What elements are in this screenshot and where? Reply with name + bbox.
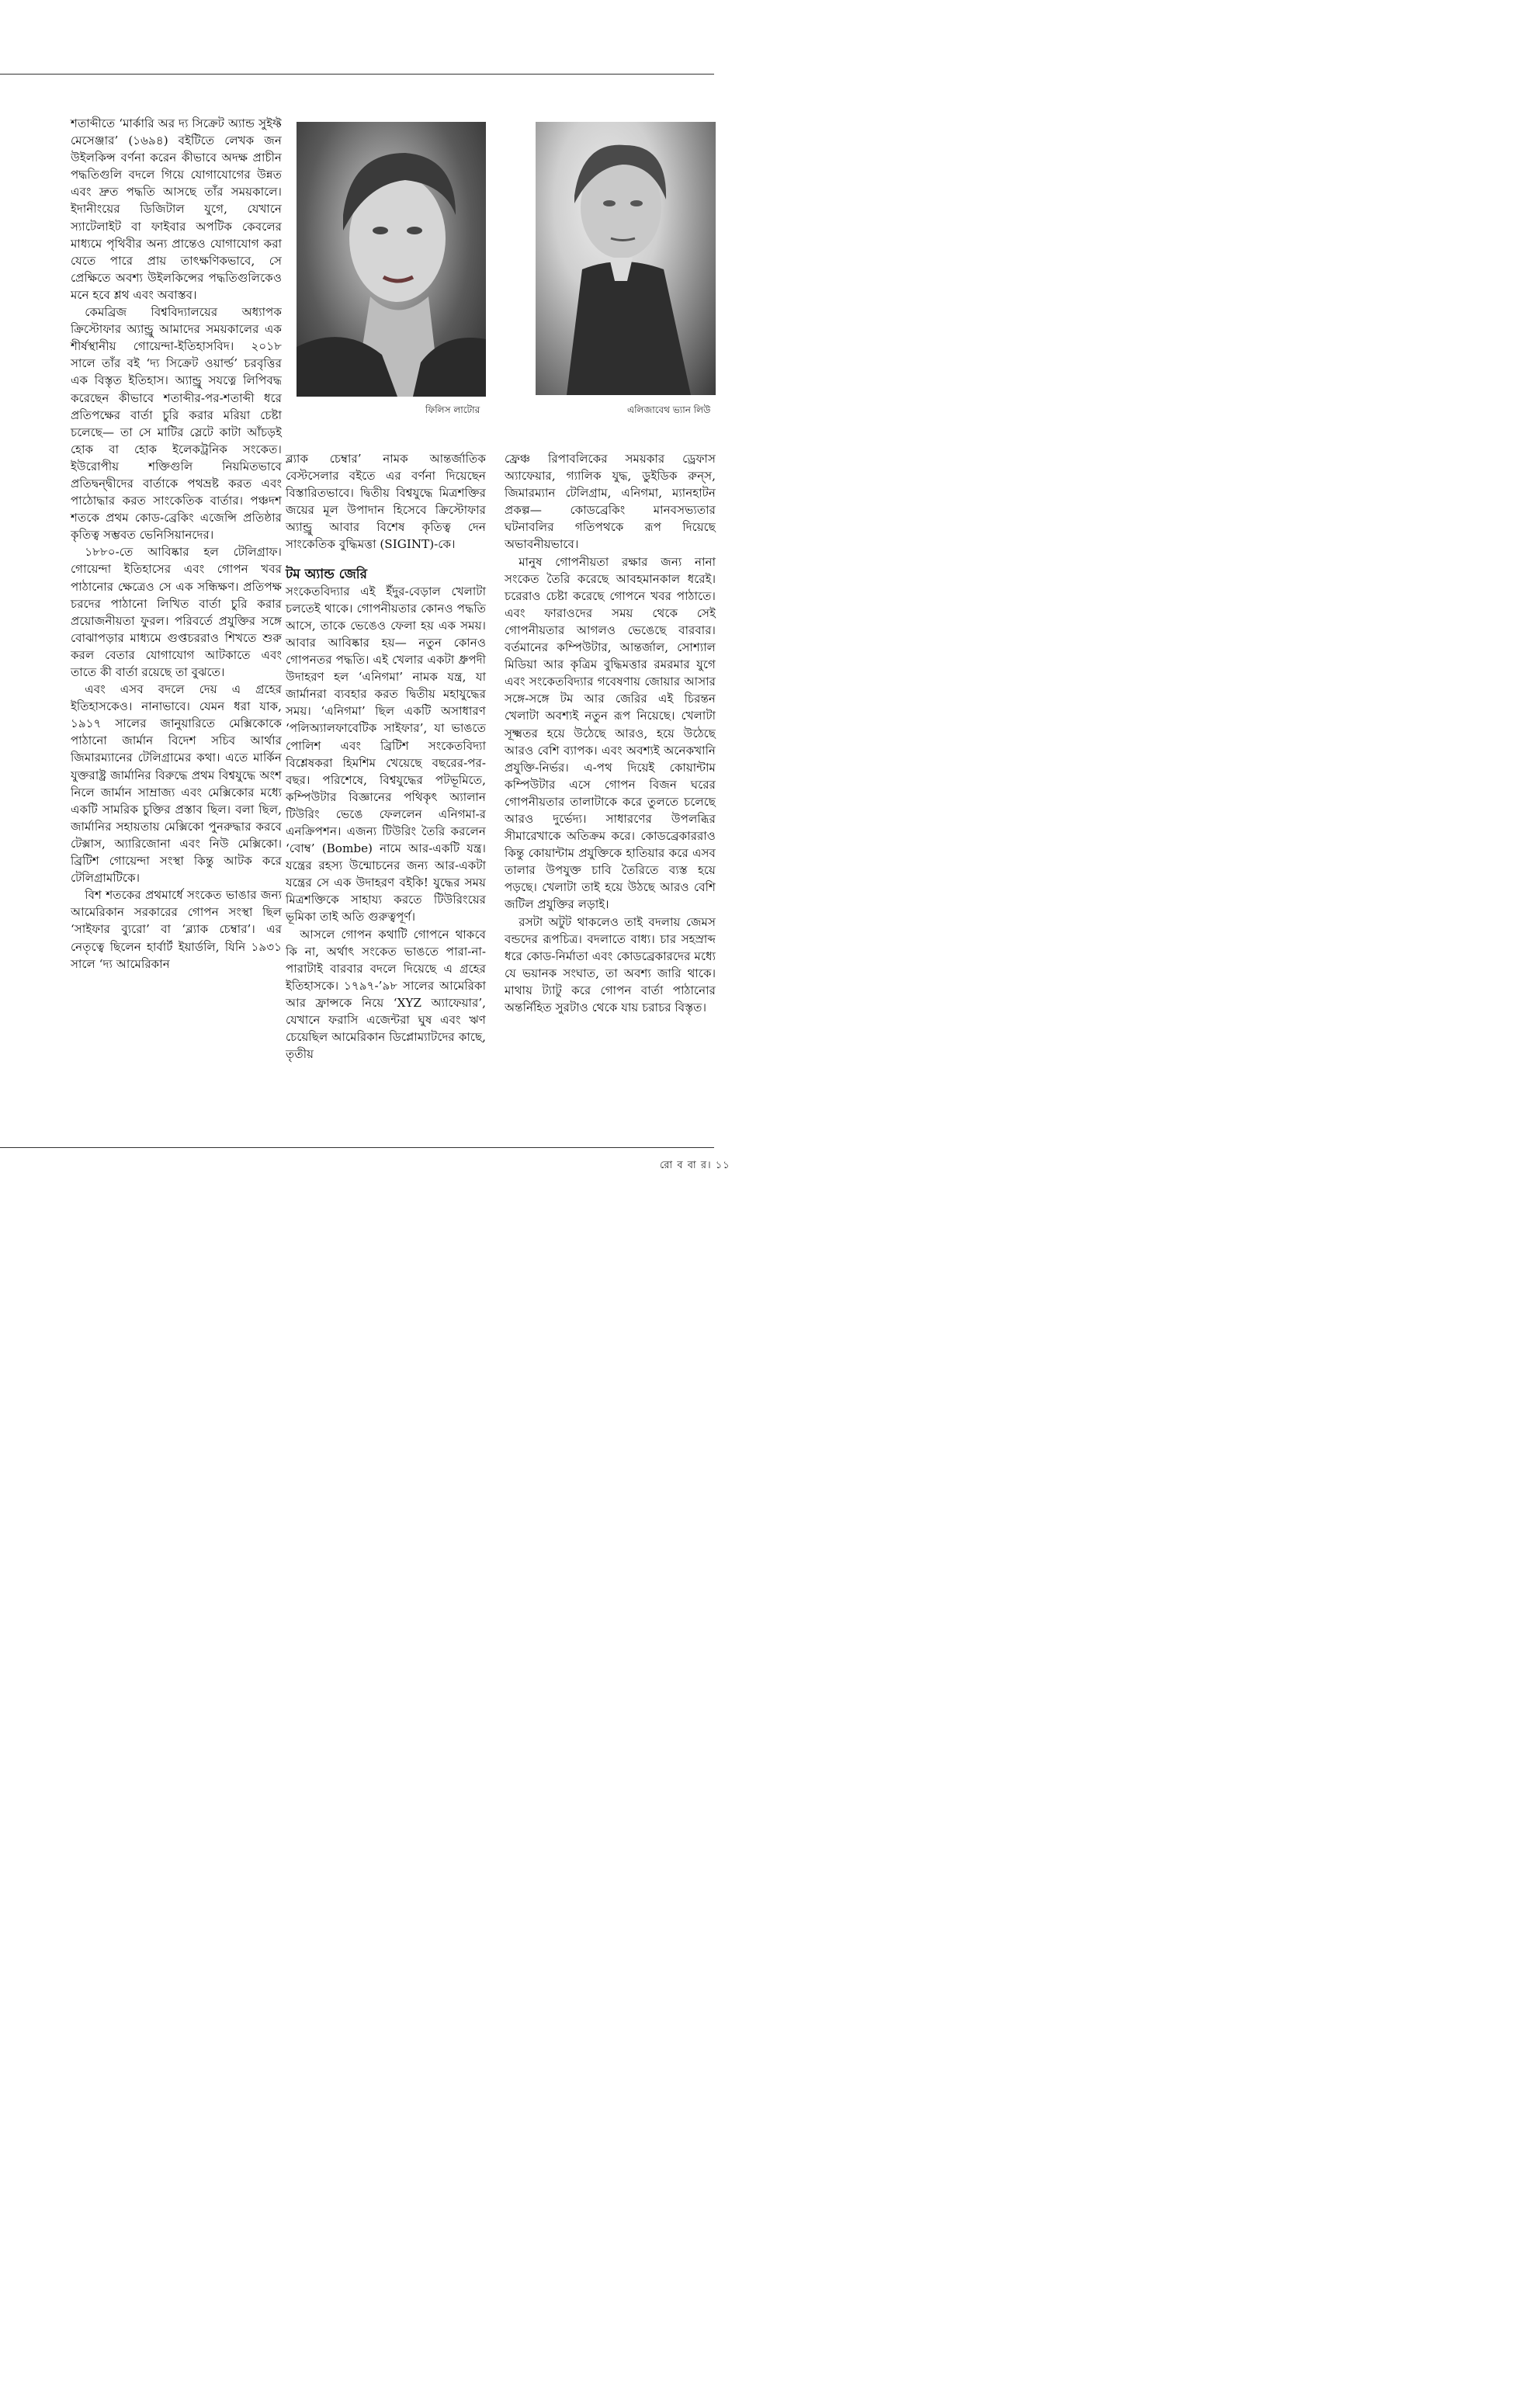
- portrait-photo-phyllis-latour: [297, 122, 486, 397]
- article-column-2: [286, 450, 486, 1063]
- paragraph: ১৮৮০-তে আবিষ্কার হল টেলিগ্রাফ। গোয়েন্দা ইতিহাসের এবং গোপন খবর পাঠানোর ক্ষেত্রেও সে এক সন্ধিক্ষণ। প্রতিপক্ষ চরদের পাঠানো লিখিত বার্তা চুরি করার প্রয়োজনীয়তা ফুরল। পরিবর্তে প্রযুক্তির সঙ্গে বোঝাপড়ার মাধ্যমে গুপ্তচররাও শিখতে শুরু করল বেতার যোগাযোগ আটকাতে এবং তাতে কী বার্তা রয়েছে তা বুঝতে।: [71, 545, 282, 679]
- paragraph: এবং এসব বদলে দেয় এ গ্রহের ইতিহাসকেও। নানাভাবে। যেমন ধরা যাক, ১৯১৭ সালের জানুয়ারিতে মেক্সিকোকে পাঠানো জার্মান বিদেশ সচিব আর্থার জিমারম্যানের টেলিগ্রামের কথা। এতে মার্কিন যুক্তরাষ্ট্র জার্মানির বিরুদ্ধে প্রথম বিশ্বযুদ্ধে অংশ নিলে জার্মান সাম্রাজ্য এবং মেক্সিকোর মধ্যে একটি সামরিক চুক্তির প্রস্তাব ছিল। বলা ছিল, জার্মানির সহায়তায় মেক্সিকো পুনরুদ্ধার করবে টেক্সাস, অ্যারিজোনা এবং নিউ মেক্সিকো। ব্রিটিশ গোয়েন্দা সংস্থা কিন্তু আটক করে টেলিগ্রামটিকে।: [71, 682, 282, 886]
- paragraph: ব্ল্যাক চেম্বার’ নামক আন্তর্জাতিক বেস্টসেলার বইতে এর বর্ণনা দিয়েছেন বিস্তারিতভাবে। দ্বিতীয় বিশ্বযুদ্ধে মিত্রশক্তির জয়ের মূল উপাদান হিসেবে ক্রিস্টোফার অ্যান্ড্রু আবার বিশেষ কৃতিত্ব দেন সাংকেতিক বুদ্ধিমত্তা (SIGINT)-কে।: [286, 452, 486, 552]
- portrait-illustration: [297, 122, 486, 397]
- paragraph: শতাব্দীতে ‘মার্কারি অর দ্য সিক্রেট অ্যান্ড সুইফ্ট মেসেঞ্জার’ (১৬৯৪) বইটিতে লেখক জন উইলকিন্স বর্ণনা করেন কীভাবে অদক্ষ প্রাচীন পদ্ধতিগুলি বদলে গিয়ে যোগাযোগের উন্নত এবং দ্রুত পদ্ধতি আসছে তাঁর সময়কালে। ইদানীংয়ের ডিজিটাল যুগে, যেখানে স্যাটেলাইট বা ফাইবার অপটিক কেবলের মাধ্যমে পৃথিবীর অন্য প্রান্তেও যোগাযোগ করা যেতে পারে প্রায় তাৎক্ষণিকভাবে, সে প্রেক্ষিতে অবশ্য উইলকিন্সের পদ্ধতিগুলিকেও মনে হবে শ্লথ এবং অবাস্তব।: [71, 116, 282, 302]
- paragraph: রসটা অটুট থাকলেও তাই বদলায় জেমস বন্ডদের রূপচিত্র। বদলাতে বাধ্য। চার সহস্রাব্দ ধরে কোড-নির্মাতা এবং কোডব্রেকারদের মধ্যে যে ভয়ানক সংঘাত, তা অবশ্য জারি থাকে। মাথায় ট্যাটু করে গোপন বার্তা পাঠানোর অন্তর্নিহিত সুরটাও থেকে যায় চরাচর বিস্তৃত।: [505, 914, 716, 1014]
- bottom-rule: [0, 1147, 714, 1148]
- paragraph: কেমব্রিজ বিশ্ববিদ্যালয়ের অধ্যাপক ক্রিস্টোফার অ্যান্ড্রু আমাদের সময়কালের এক শীর্ষস্থানীয় গোয়েন্দা-ইতিহাসবিদ। ২০১৮ সালে তাঁর বই ‘দ্য সিক্রেট ওয়ার্ল্ড’ চরবৃত্তির এক বিস্তৃত ইতিহাস। অ্যান্ড্রু সযত্নে লিপিবদ্ধ করেছেন কীভাবে শতাব্দীর-পর-শতাব্দী ধরে প্রতিপক্ষের বার্তা চুরি করার মরিয়া চেষ্টা চলেছে— তা সে মাটির স্লেটে কাটা আঁচড়ই হোক বা হোক ইলেকট্রনিক সংকেত। ইউরোপীয় শক্তিগুলি নিয়মিতভাবে প্রতিদ্বন্দ্বীদের বার্তাকে পথভ্রষ্ট করত এবং পাঠোদ্ধার করত সাংকেতিক বার্তার। পঞ্চদশ শতকে প্রথম কোড-ব্রেকিং এজেন্সি প্রতিষ্ঠার কৃতিত্ব সম্ভবত ভেনিসিয়ানদের।: [71, 305, 282, 543]
- paragraph: সংকেতবিদ্যার এই ইঁদুর-বেড়াল খেলাটা চলতেই থাকে। গোপনীয়তার কোনও পদ্ধতি আসে, তাকে ভেঙেও ফেলা হয় এক সময়। আবার আবিষ্কার হয়— নতুন কোনও গোপনতর পদ্ধতি। এই খেলার একটা ধ্রুপদী উদাহরণ হল ‘এনিগমা’ নামক যন্ত্র, যা জার্মানরা ব্যবহার করত দ্বিতীয় মহাযুদ্ধের সময়। ‘এনিগমা’ ছিল একটি অসাধারণ ‘পলিঅ্যালফাবেটিক সাইফার’, যা ভাঙতে পোলিশ এবং ব্রিটিশ সংকেতবিদ্যা বিশ্লেষকরা হিমশিম খেয়েছে বছরের-পর-বছর। পরিশেষে, বিশ্বযুদ্ধের পটভূমিতে, কম্পিউটার বিজ্ঞানের পথিকৃৎ অ্যালান টিউরিং ভেঙে ফেললেন এনিগমা-র এনক্রিপশন। এজন্য টিউরিং তৈরি করলেন ‘বোম্ব’ (Bombe) নামে আর-একটি যন্ত্র। যন্ত্রের রহস্য উন্মোচনের জন্য আর-একটা যন্ত্রের সে এক উদাহরণ বইকি! যুদ্ধের সময় মিত্রশক্তিকে সাহায্য করতে টিউরিংয়ের ভূমিকা তাই অতি গুরুত্বপূর্ণ।: [286, 584, 486, 924]
- photo-caption: ফিলিস লাটোর: [425, 404, 480, 415]
- article-column-1: [71, 115, 282, 973]
- portrait-illustration: [536, 122, 716, 395]
- paragraph: ফ্রেঞ্চ রিপাবলিকের সময়কার ড্রেফাস অ্যাফেয়ার, গ্যালিক যুদ্ধ, ডুইডিক রুন্‌স, জিমারম্যান টেলিগ্রাম, এনিগমা, ম্যানহাটন প্রকল্প— কোডব্রেকিং মানবসভ্যতার ঘটনাবলির গতিপথকে রূপ দিয়েছে অভাবনীয়ভাবে।: [505, 452, 716, 552]
- paragraph: বিশ শতকের প্রথমার্ধে সংকেত ভাঙার জন্য আমেরিকান সরকারের গোপন সংস্থা ছিল ‘সাইফার ব্যুরো’ বা ‘ব্ল্যাক চেম্বার’। এর নেতৃত্বে ছিলেন হার্বার্ট ইয়ার্ডলি, যিনি ১৯৩১ সালে ‘দ্য আমেরিকান: [71, 888, 282, 971]
- page-folio: রো ব বা র। ১১: [660, 1160, 730, 1171]
- paragraph: আসলে গোপন কথাটি গোপনে থাকবে কি না, অর্থাৎ সংকেত ভাঙতে পারা-না-পারাটাই বারবার বদলে দিয়েছে এ গ্রহের ইতিহাসকে। ১৭৯৭-’৯৮ সালের আমেরিকা আর ফ্রান্সকে নিয়ে ‘XYZ অ্যাফেয়ার’, যেখানে ফরাসি এজেন্টরা ঘুষ এবং ঋণ চেয়েছিল আমেরিকান ডিপ্লোম্যাটদের কাছে, তৃতীয়: [286, 927, 486, 1062]
- section-heading: টম অ্যান্ড জেরি: [286, 566, 368, 582]
- portrait-photo-elizabeth-van-lew: [536, 122, 716, 395]
- paragraph: মানুষ গোপনীয়তা রক্ষার জন্য নানা সংকেত তৈরি করেছে আবহমানকাল ধরেই। চরেরাও চেষ্টা করেছে গোপনে খবর পাঠাতে। এবং ফারাওদের সময় থেকে সেই গোপনীয়তার আগলও ভেঙেছে বারবার। বর্তমানের কম্পিউটার, আন্তর্জাল, সোশ্যাল মিডিয়া আর কৃত্রিম বুদ্ধিমত্তার রমরমার যুগে এবং সংকেতবিদ্যার গবেষণায় জোয়ার আসার সঙ্গে-সঙ্গে টম আর জেরির এই চিরন্তন খেলাটা অবশ্যই নতুন রূপ নিয়েছে। খেলাটা সূক্ষ্মতর হয়ে উঠেছে আরও, হয়ে উঠেছে আরও বেশি ব্যাপক। এবং অবশ্যই অনেকখানি প্রযুক্তি-নির্ভর। এ-পথ দিয়েই কোয়ান্টাম কম্পিউটার এসে গোপন বিজন ঘরের গোপনীয়তার তালাটাকে করে তুলতে চলেছে আরও দুর্ভেদ্য। সাধারণের উপলব্ধির সীমারেখাকে অতিক্রম করে। কোডব্রেকাররাও কিন্তু কোয়ান্টাম প্রযুক্তিকে হাতিয়ার করে এসব তালার উপযুক্ত চাবি তৈরিতে ব্যস্ত হয়ে পড়ছে। খেলাটা তাই হয়ে উঠছে আরও বেশি জটিল প্রযুক্তির লড়াই।: [505, 554, 716, 912]
- article-column-3: [505, 450, 716, 1016]
- photo-caption: এলিজাবেথ ভ্যান লিউ: [627, 404, 711, 415]
- top-rule: [0, 74, 714, 75]
